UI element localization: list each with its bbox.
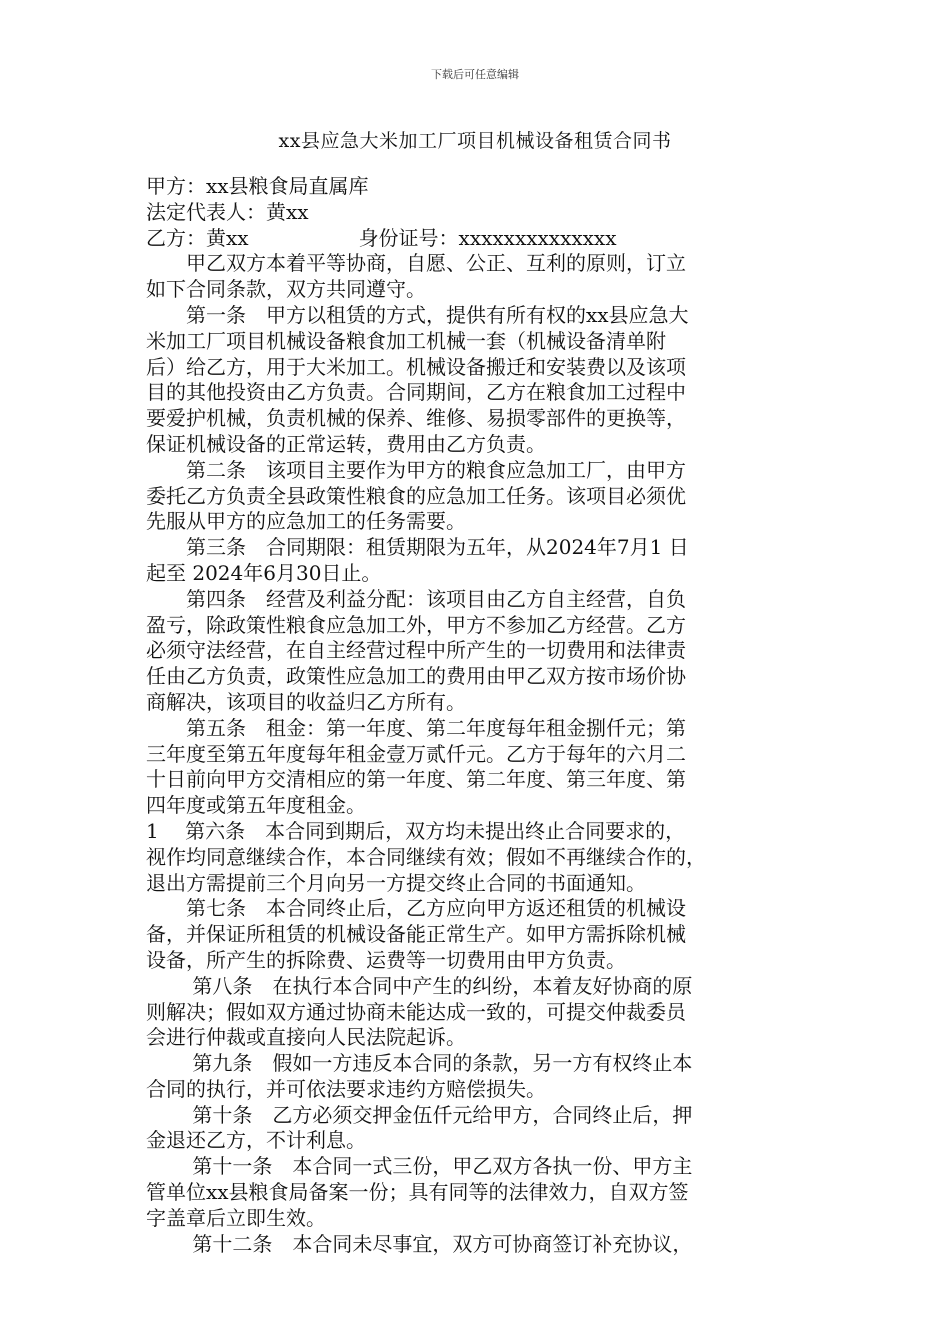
clause-line: 四年度或第五年度租金。 — [146, 793, 366, 818]
clause-line: 字盖章后立即生效。 — [146, 1205, 326, 1230]
clause-line: 十日前向甲方交清相应的第一年度、第二年度、第三年度、第 — [146, 767, 686, 792]
clause-line: 米加工厂项目机械设备粮食加工机械一套（机械设备清单附 — [146, 328, 666, 353]
contract-clauses — [146, 251, 818, 1257]
clause-line: 第一条 甲方以租赁的方式，提供有所有权的xx县应急大 — [146, 302, 689, 327]
legal-representative-line: 法定代表人：黄xx — [146, 199, 309, 224]
party-b-name: 乙方：黄xx — [146, 225, 249, 250]
clause-line: 备，并保证所租赁的机械设备能正常生产。如甲方需拆除机械 — [146, 922, 686, 947]
clause-line: 三年度至第五年度每年租金壹万贰仟元。乙方于每年的六月二 — [146, 741, 686, 766]
clause-line: 先服从甲方的应急加工的任务需要。 — [146, 509, 466, 534]
clause-line: 起至 2024年6月30日止。 — [146, 560, 382, 585]
clause-line: 会进行仲裁或直接向人民法院起诉。 — [146, 1025, 466, 1050]
id-number: 身份证号：xxxxxxxxxxxxxx — [358, 225, 617, 250]
party-b-line — [146, 226, 818, 252]
clause-line: 退出方需提前三个月向另一方提交终止合同的书面通知。 — [146, 870, 646, 895]
clause-line: 合同的执行，并可依法要求违约方赔偿损失。 — [146, 1076, 546, 1101]
clause-line: 设备，所产生的拆除费、运费等一切费用由甲方负责。 — [146, 947, 626, 972]
header-note: 下载后可任意编辑 — [431, 68, 519, 81]
clause-line: 第二条 该项目主要作为甲方的粮食应急加工厂，由甲方 — [146, 457, 686, 482]
clause-line: 则解决；假如双方通过协商未能达成一致的，可提交仲裁委员 — [146, 999, 686, 1024]
clause-line: 第十一条 本合同一式三份，甲乙双方各执一份、甲方主 — [146, 1154, 693, 1179]
clause-line: 保证机械设备的正常运转，费用由乙方负责。 — [146, 431, 546, 456]
document-title: xx县应急大米加工厂项目机械设备租赁合同书 — [278, 130, 672, 152]
clause-line: 委托乙方负责全县政策性粮食的应急加工任务。该项目必须优 — [146, 483, 686, 508]
clause-line: 必须守法经营，在自主经营过程中所产生的一切费用和法律责 — [146, 638, 686, 663]
clause-line: 第三条 合同期限：租赁期限为五年，从2024年7月1 日 — [146, 535, 689, 560]
clause-line: 第十二条 本合同未尽事宜，双方可协商签订补充协议， — [146, 1231, 693, 1256]
clause-line: 后）给乙方，用于大米加工。机械设备搬迁和安装费以及该项 — [146, 354, 686, 379]
clause-line: 1 第六条 本合同到期后，双方均未提出终止合同要求的， — [146, 818, 686, 843]
clause-line: 商解决，该项目的收益归乙方所有。 — [146, 689, 466, 714]
clause-line: 盈亏，除政策性粮食应急加工外，甲方不参加乙方经营。乙方 — [146, 612, 686, 637]
contract-body — [146, 174, 818, 1257]
clause-line: 第九条 假如一方违反本合同的条款，另一方有权终止本 — [146, 1051, 693, 1076]
clause-line: 要爱护机械，负责机械的保养、维修、易损零部件的更换等， — [146, 406, 686, 431]
clause-line: 如下合同条款，双方共同遵守。 — [146, 277, 426, 302]
party-a-line: 甲方：xx县粮食局直属库 — [146, 174, 369, 198]
clause-line: 目的其他投资由乙方负责。合同期间，乙方在粮食加工过程中 — [146, 380, 686, 405]
clause-line: 第四条 经营及利益分配：该项目由乙方自主经营，自负 — [146, 586, 686, 611]
clause-line: 金退还乙方，不计利息。 — [146, 1128, 366, 1153]
clause-line: 第七条 本合同终止后，乙方应向甲方返还租赁的机械设 — [146, 896, 686, 921]
clause-line: 第十条 乙方必须交押金伍仟元给甲方，合同终止后，押 — [146, 1102, 693, 1127]
clause-line: 甲乙双方本着平等协商，自愿、公正、互利的原则，订立 — [146, 251, 686, 276]
clause-line: 第五条 租金：第一年度、第二年度每年租金捌仟元；第 — [146, 715, 686, 740]
clause-line: 任由乙方负责，政策性应急加工的费用由甲乙双方按市场价协 — [146, 664, 686, 689]
clause-line: 视作均同意继续合作，本合同继续有效；假如不再继续合作的， — [146, 844, 706, 869]
clause-line: 第八条 在执行本合同中产生的纠纷，本着友好协商的原 — [146, 973, 693, 998]
clause-line: 管单位xx县粮食局备案一份；具有同等的法律效力，自双方签 — [146, 1180, 689, 1205]
